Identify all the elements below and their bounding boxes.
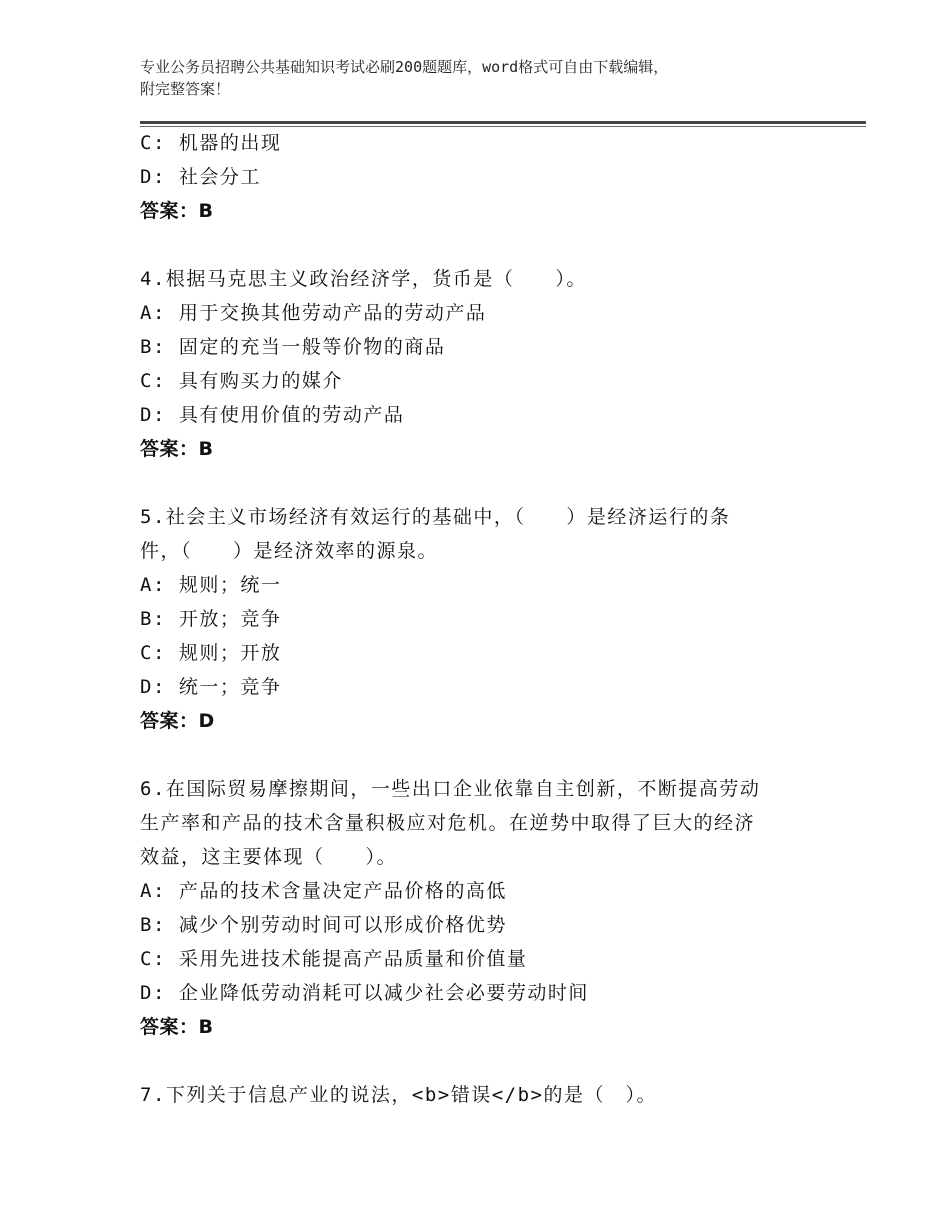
option-a: A: 用于交换其他劳动产品的劳动产品 [140, 302, 487, 324]
page-header [140, 56, 820, 100]
question-list [140, 126, 820, 1112]
question-stem: 生产率和产品的技术含量积极应对危机。在逆势中取得了巨大的经济 [140, 812, 756, 834]
option-d: D: 统一；竞争 [140, 676, 282, 698]
header-line-1: 专业公务员招聘公共基础知识考试必刷200题题库，word格式可自由下载编辑， [140, 58, 669, 76]
answer-line: 答案：D [140, 710, 215, 732]
option-b: B: 固定的充当一般等价物的商品 [140, 336, 446, 358]
option-a: A: 规则；统一 [140, 574, 282, 596]
option-c: C: 机器的出现 [140, 132, 282, 154]
question-stem: 7.下列关于信息产业的说法，<b>错误</b>的是（ ）。 [140, 1084, 657, 1106]
option-a: A: 产品的技术含量决定产品价格的高低 [140, 880, 507, 902]
header-line-2: 附完整答案！ [140, 80, 231, 98]
option-d: D: 企业降低劳动消耗可以减少社会必要劳动时间 [140, 982, 589, 1004]
question-fragment-3 [140, 126, 820, 228]
option-d: D: 具有使用价值的劳动产品 [140, 404, 405, 426]
option-c: C: 规则；开放 [140, 642, 282, 664]
spacer [140, 228, 820, 262]
spacer [140, 466, 820, 500]
question-stem: 4.根据马克思主义政治经济学，货币是（ ）。 [140, 268, 587, 290]
option-c: C: 具有购买力的媒介 [140, 370, 343, 392]
option-b: B: 开放；竞争 [140, 608, 282, 630]
answer-line: 答案：B [140, 200, 214, 222]
question-7 [140, 1078, 820, 1112]
question-stem: 6.在国际贸易摩擦期间，一些出口企业依靠自主创新，不断提高劳动 [140, 778, 761, 800]
question-4 [140, 262, 820, 466]
spacer [140, 1044, 820, 1078]
question-stem: 5.社会主义市场经济有效运行的基础中，（ ）是经济运行的条 [140, 506, 731, 528]
question-5 [140, 500, 820, 738]
option-c: C: 采用先进技术能提高产品质量和价值量 [140, 948, 528, 970]
question-stem: 件，（ ）是经济效率的源泉。 [140, 540, 439, 562]
option-d: D: 社会分工 [140, 166, 261, 188]
answer-line: 答案：B [140, 438, 214, 460]
question-6 [140, 772, 820, 1044]
header-rule-thick [140, 121, 866, 124]
spacer [140, 738, 820, 772]
answer-line: 答案：B [140, 1016, 214, 1038]
option-b: B: 减少个别劳动时间可以形成价格优势 [140, 914, 507, 936]
question-stem: 效益，这主要体现（ ）。 [140, 846, 398, 868]
